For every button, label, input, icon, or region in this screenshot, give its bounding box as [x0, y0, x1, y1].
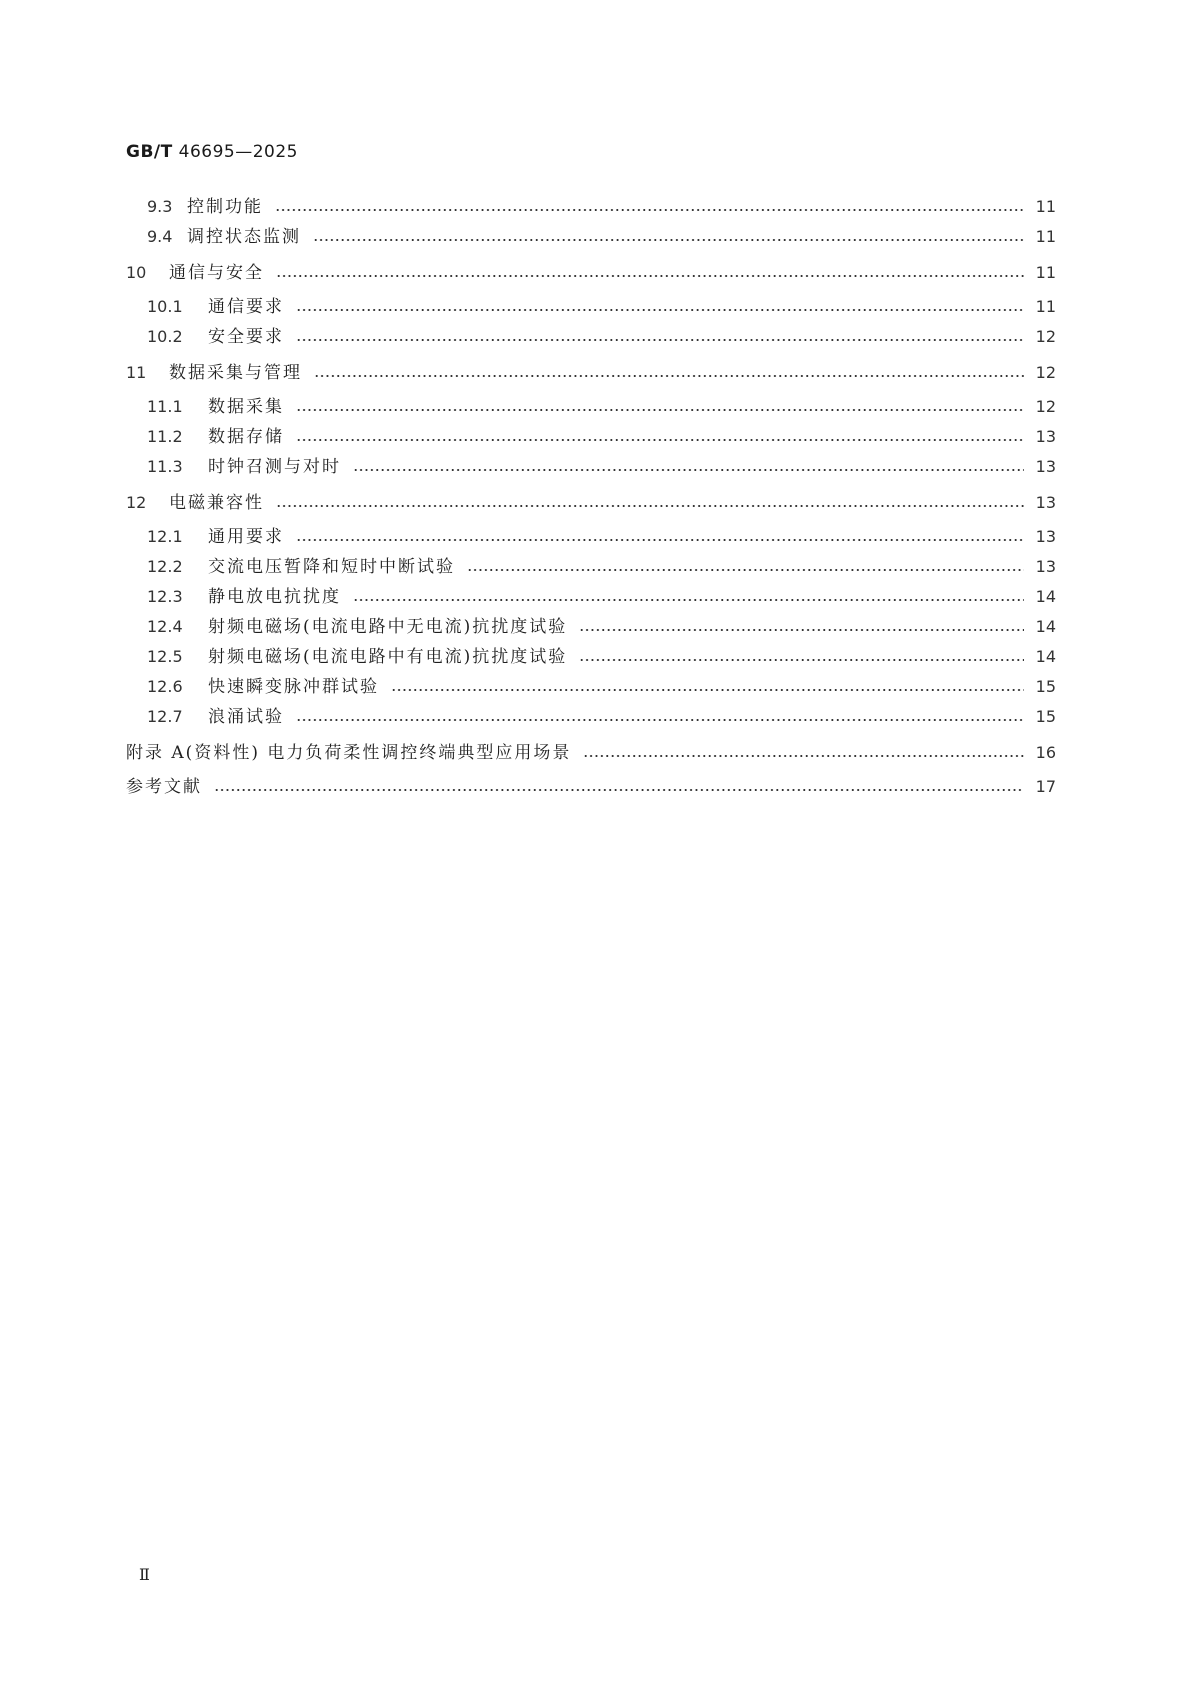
toc-leader-dots [583, 755, 1024, 757]
toc-entry-number: 12.2 [147, 557, 183, 576]
toc-entry-title: 电磁兼容性 [169, 493, 264, 513]
toc-entry-number: 9.3 [147, 197, 173, 216]
toc-entry-page: 15 [1035, 677, 1056, 696]
toc-entry[interactable] [126, 741, 1056, 765]
toc-entry-page: 13 [1035, 493, 1056, 512]
toc-entry-title: 数据采集与管理 [169, 363, 302, 383]
toc-entry-page: 11 [1035, 227, 1056, 246]
toc-entry[interactable] [126, 491, 1056, 515]
toc-entry[interactable] [126, 775, 1056, 799]
page-number: Ⅱ [139, 1565, 150, 1584]
toc-entry-page: 12 [1035, 327, 1056, 346]
toc-leader-dots [579, 629, 1024, 631]
toc-entry-page: 13 [1035, 457, 1056, 476]
toc-entry-number: 12.6 [147, 677, 183, 696]
toc-entry-title: 数据采集 [208, 397, 284, 417]
toc-entry-number: 10.1 [147, 297, 183, 316]
toc-entry-page: 14 [1035, 647, 1056, 666]
toc-entry-number: 9.4 [147, 227, 173, 246]
toc-entry-number: 11.3 [147, 457, 183, 476]
toc-entry-title: 快速瞬变脉冲群试验 [208, 677, 379, 697]
toc-entry[interactable] [126, 225, 1056, 249]
toc-entry-title: 调控状态监测 [187, 227, 301, 247]
toc-entry[interactable] [126, 295, 1056, 319]
toc-entry[interactable] [126, 525, 1056, 549]
toc-entry[interactable] [126, 645, 1056, 669]
toc-entry-title: 交流电压暂降和短时中断试验 [208, 557, 455, 577]
toc-leader-dots [214, 789, 1024, 791]
toc-entry-title: 参考文献 [126, 777, 202, 797]
toc-entry-title: 射频电磁场(电流电路中无电流)抗扰度试验 [208, 617, 568, 637]
toc-entry-number: 12.7 [147, 707, 183, 726]
toc-entry-page: 13 [1035, 557, 1056, 576]
toc-entry[interactable] [126, 675, 1056, 699]
toc-entry[interactable] [126, 195, 1056, 219]
toc-entry-page: 17 [1035, 777, 1056, 796]
toc-entry[interactable] [126, 261, 1056, 285]
toc-entry-title: 数据存储 [208, 427, 284, 447]
toc-entry-number: 10 [126, 263, 147, 282]
toc-entry-title: 射频电磁场(电流电路中有电流)抗扰度试验 [208, 647, 568, 667]
toc-entry-title: 浪涌试验 [208, 707, 284, 727]
toc-entry-title: 时钟召测与对时 [208, 457, 341, 477]
toc-entry[interactable] [126, 395, 1056, 419]
toc-entry[interactable] [126, 361, 1056, 385]
toc-leader-dots [313, 239, 1024, 241]
toc-entry-number: 11.2 [147, 427, 183, 446]
toc-leader-dots [296, 309, 1024, 311]
toc-entry-title: 静电放电抗扰度 [208, 587, 341, 607]
toc-entry-number: 12 [126, 493, 147, 512]
toc-entry-page: 13 [1035, 527, 1056, 546]
toc-entry-title: 通用要求 [208, 527, 284, 547]
toc-entry-title: 安全要求 [208, 327, 284, 347]
toc-entry-page: 11 [1035, 263, 1056, 282]
toc-entry-number: 12.5 [147, 647, 183, 666]
toc-entry[interactable] [126, 425, 1056, 449]
toc-entry[interactable] [126, 615, 1056, 639]
toc-entry-number: 12.4 [147, 617, 183, 636]
toc-leader-dots [275, 209, 1024, 211]
document-header [126, 142, 298, 162]
toc-entry-title: 附录 A(资料性) 电力负荷柔性调控终端典型应用场景 [126, 743, 572, 763]
toc-entry[interactable] [126, 325, 1056, 349]
toc-leader-dots [276, 505, 1024, 507]
toc-leader-dots [467, 569, 1024, 571]
toc-leader-dots [353, 599, 1024, 601]
toc-entry-title: 通信与安全 [169, 263, 264, 283]
toc-entry-page: 14 [1035, 587, 1056, 606]
toc-leader-dots [391, 689, 1024, 691]
toc-entry[interactable] [126, 455, 1056, 479]
toc-leader-dots [314, 375, 1024, 377]
standard-code: GB/T [126, 142, 173, 162]
toc-entry-page: 12 [1035, 363, 1056, 382]
toc-entry-number: 12.1 [147, 527, 183, 546]
toc-entry-page: 14 [1035, 617, 1056, 636]
toc-entry-page: 15 [1035, 707, 1056, 726]
toc-entry[interactable] [126, 705, 1056, 729]
toc-entry-number: 10.2 [147, 327, 183, 346]
toc-entry-page: 13 [1035, 427, 1056, 446]
toc-entry-page: 16 [1035, 743, 1056, 762]
toc-entry-page: 11 [1035, 197, 1056, 216]
toc-entry-number: 12.3 [147, 587, 183, 606]
standard-number: 46695—2025 [178, 142, 298, 162]
toc-leader-dots [276, 275, 1024, 277]
toc-leader-dots [296, 439, 1024, 441]
toc-leader-dots [296, 409, 1024, 411]
toc-entry-number: 11.1 [147, 397, 183, 416]
toc-entry-page: 12 [1035, 397, 1056, 416]
toc-entry[interactable] [126, 585, 1056, 609]
toc-leader-dots [296, 339, 1024, 341]
toc-entry-title: 通信要求 [208, 297, 284, 317]
toc-leader-dots [296, 719, 1024, 721]
toc-entry[interactable] [126, 555, 1056, 579]
toc-leader-dots [296, 539, 1024, 541]
toc-leader-dots [579, 659, 1024, 661]
toc-entry-page: 11 [1035, 297, 1056, 316]
toc-entry-title: 控制功能 [187, 197, 263, 217]
toc-leader-dots [353, 469, 1024, 471]
toc-entry-number: 11 [126, 363, 147, 382]
